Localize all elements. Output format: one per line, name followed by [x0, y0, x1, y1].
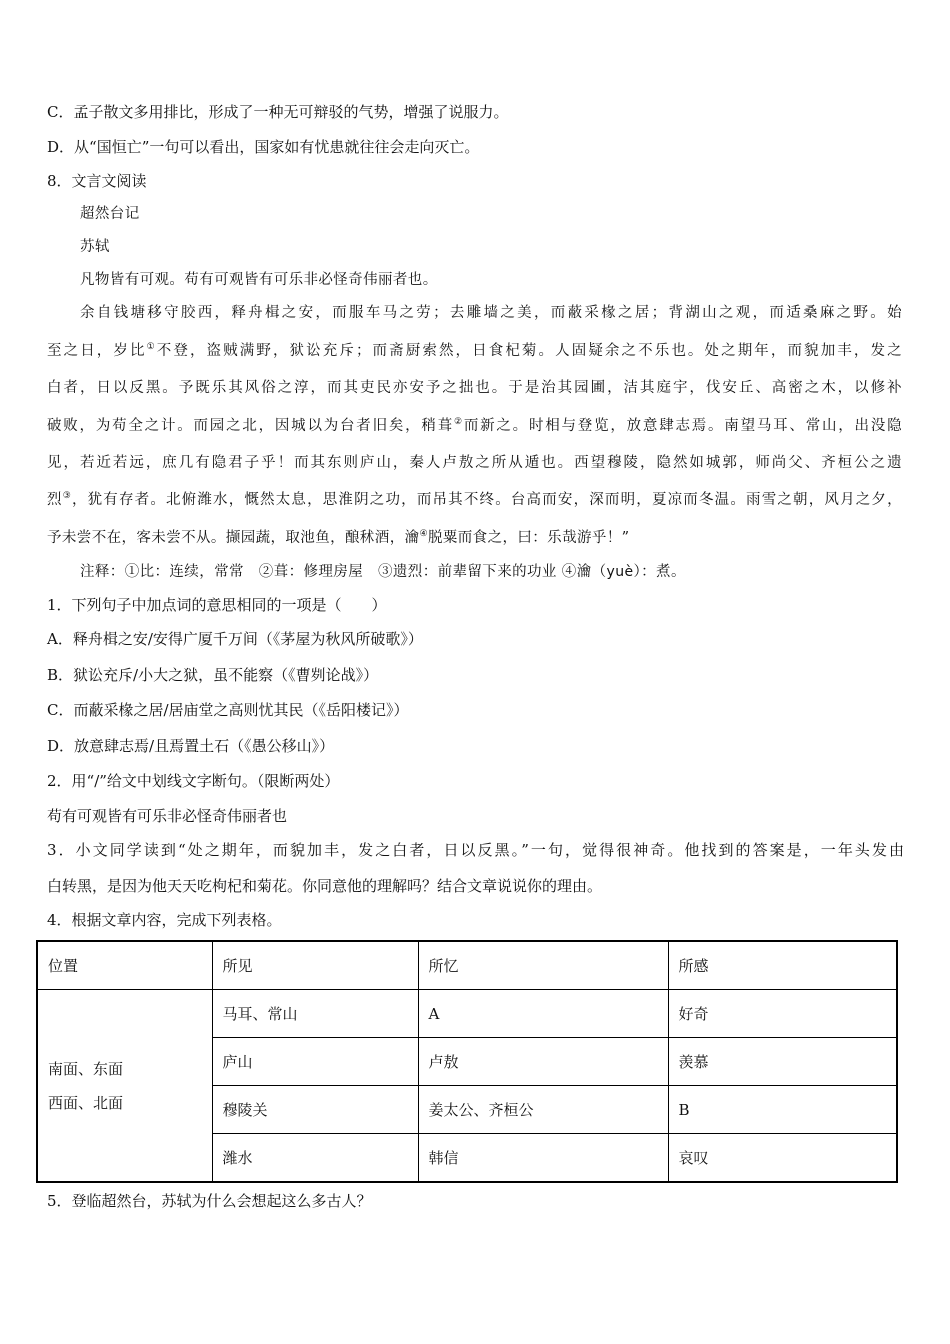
footnote-mark-2: ②	[453, 417, 464, 428]
passage-notes	[80, 562, 686, 582]
notes-pinyin: yuè	[606, 564, 634, 580]
footnote-mark-1: ①	[146, 342, 157, 353]
question-1-option-b: B．狱讼充斥/小大之狱，虽不能察（《曹刿论战》）	[47, 666, 379, 684]
table-cell: 潍水	[212, 1134, 418, 1183]
question-3-line-1: 3．小文同学读到“处之期年，而貌加丰，发之白者，日以反黑。”一句，觉得很神奇。他找到的答案是，一年头发由	[47, 841, 904, 859]
question-1-option-d: D．放意肆志焉/且焉置土石（《愚公移山》）	[47, 737, 335, 755]
passage-text: 破败，为苟全之计。而园之北，因城以为台者旧矣，稍葺	[47, 418, 454, 434]
question-4: 4．根据文章内容，完成下列表格。	[47, 911, 282, 929]
table-row	[37, 990, 897, 1038]
footnote-mark-4: ④	[419, 529, 428, 540]
passage-text: ，犹有存者。北俯潍水，慨然太息，思淮阴之功，而吊其不终。台高而安，深而明，夏凉而冬温。雨雪之朝，风月之夕，	[71, 492, 903, 508]
question-1: 1．下列句子中加点词的意思相同的一项是（ ）	[47, 596, 387, 614]
footnote-mark-3: ③	[62, 491, 72, 502]
passage-line-2	[47, 341, 902, 361]
passage-text: 脱粟而食之，曰：乐哉游乎！”	[427, 530, 630, 546]
passage-line-6	[47, 490, 902, 510]
question-8-heading: 8．文言文阅读	[47, 172, 147, 190]
option-d-prev: D．从“国恒亡”一句可以看出，国家如有忧患就往往会走向灭亡。	[47, 138, 480, 156]
table-header-cell: 所感	[668, 941, 897, 990]
position-line: 南面、东面	[48, 1059, 124, 1078]
table-cell: 韩信	[418, 1134, 668, 1183]
question-1-option-c: C．而蔽采椽之居/居庙堂之高则忧其民（《岳阳楼记》）	[47, 701, 409, 719]
position-cell	[37, 990, 212, 1183]
passage-line-4	[47, 416, 902, 436]
table-header-row	[37, 941, 897, 990]
table-cell: 卢敖	[418, 1038, 668, 1086]
table-cell: 羡慕	[668, 1038, 897, 1086]
passage-line-7	[47, 528, 629, 548]
passage-text: 不登，盗贼满野，狱讼充斥；而斋厨索然，日食杞菊。人固疑余之不乐也。处之期年，而貌加丰，发之	[156, 343, 902, 359]
table-cell: 好奇	[668, 990, 897, 1038]
notes-text-end: ）：煮。	[633, 564, 686, 580]
passage-title: 超然台记	[80, 206, 140, 222]
passage-text: 至之日，岁比	[47, 343, 147, 359]
question-2: 2．用“/”给文中划线文字断句。（限断两处）	[47, 772, 340, 790]
question-1-option-a: A．释舟楫之安/安得广厦千万间（《茅屋为秋风所破歌》）	[47, 630, 423, 648]
table-header-cell: 所忆	[418, 941, 668, 990]
question-3-line-2: 白转黑，是因为他天天吃枸杞和菊花。你同意他的理解吗？结合文章说说你的理由。	[47, 877, 603, 895]
passage-line-3: 白者，日以反黑。予既乐其风俗之淳，而其吏民亦安予之拙也。于是治其园圃，洁其庭宇，伐安丘、高密之木，以修补	[47, 380, 902, 396]
table-header-cell: 位置	[37, 941, 212, 990]
passage-line-5: 见，若近若远，庶几有隐君子乎！而其东则庐山，秦人卢敖之所从遁也。西望穆陵，隐然如城郭，师尚父、齐桓公之遗	[47, 455, 902, 471]
table-cell: 姜太公、齐桓公	[418, 1086, 668, 1134]
table-cell: 庐山	[212, 1038, 418, 1086]
table-cell: 马耳、常山	[212, 990, 418, 1038]
passage-author: 苏轼	[80, 239, 110, 255]
notes-text: 注释：①比：连续，常常 ②葺：修理房屋 ③遗烈：前辈留下来的功业 ④瀹（	[80, 564, 607, 580]
passage-text: 烈	[47, 492, 63, 508]
option-c-prev: C．孟子散文多用排比，形成了一种无可辩驳的气势，增强了说服力。	[47, 103, 509, 121]
table-cell: A	[418, 990, 668, 1038]
passage-text: 予未尝不在，客未尝不从。撷园蔬，取池鱼，酿秫酒，瀹	[47, 530, 420, 546]
passage-intro: 凡物皆有可观。苟有可观皆有可乐非必怪奇伟丽者也。	[80, 272, 438, 288]
position-line: 西面、北面	[48, 1093, 124, 1112]
table-header-cell: 所见	[212, 941, 418, 990]
passage-text: 而新之。时相与登览，放意肆志焉。南望马耳、常山，出没隐	[463, 418, 903, 434]
passage-line-1: 余自钱塘移守胶西，释舟楫之安，而服车马之劳；去雕墙之美，而蔽采椽之居；背湖山之观，而适桑麻之野。始	[80, 305, 902, 321]
table-cell: 穆陵关	[212, 1086, 418, 1134]
question-2-text: 苟有可观皆有可乐非必怪奇伟丽者也	[47, 807, 288, 825]
answer-table	[36, 940, 898, 1183]
table-cell: B	[668, 1086, 897, 1134]
question-5: 5．登临超然台，苏轼为什么会想起这么多古人？	[47, 1192, 372, 1210]
table-cell: 哀叹	[668, 1134, 897, 1183]
